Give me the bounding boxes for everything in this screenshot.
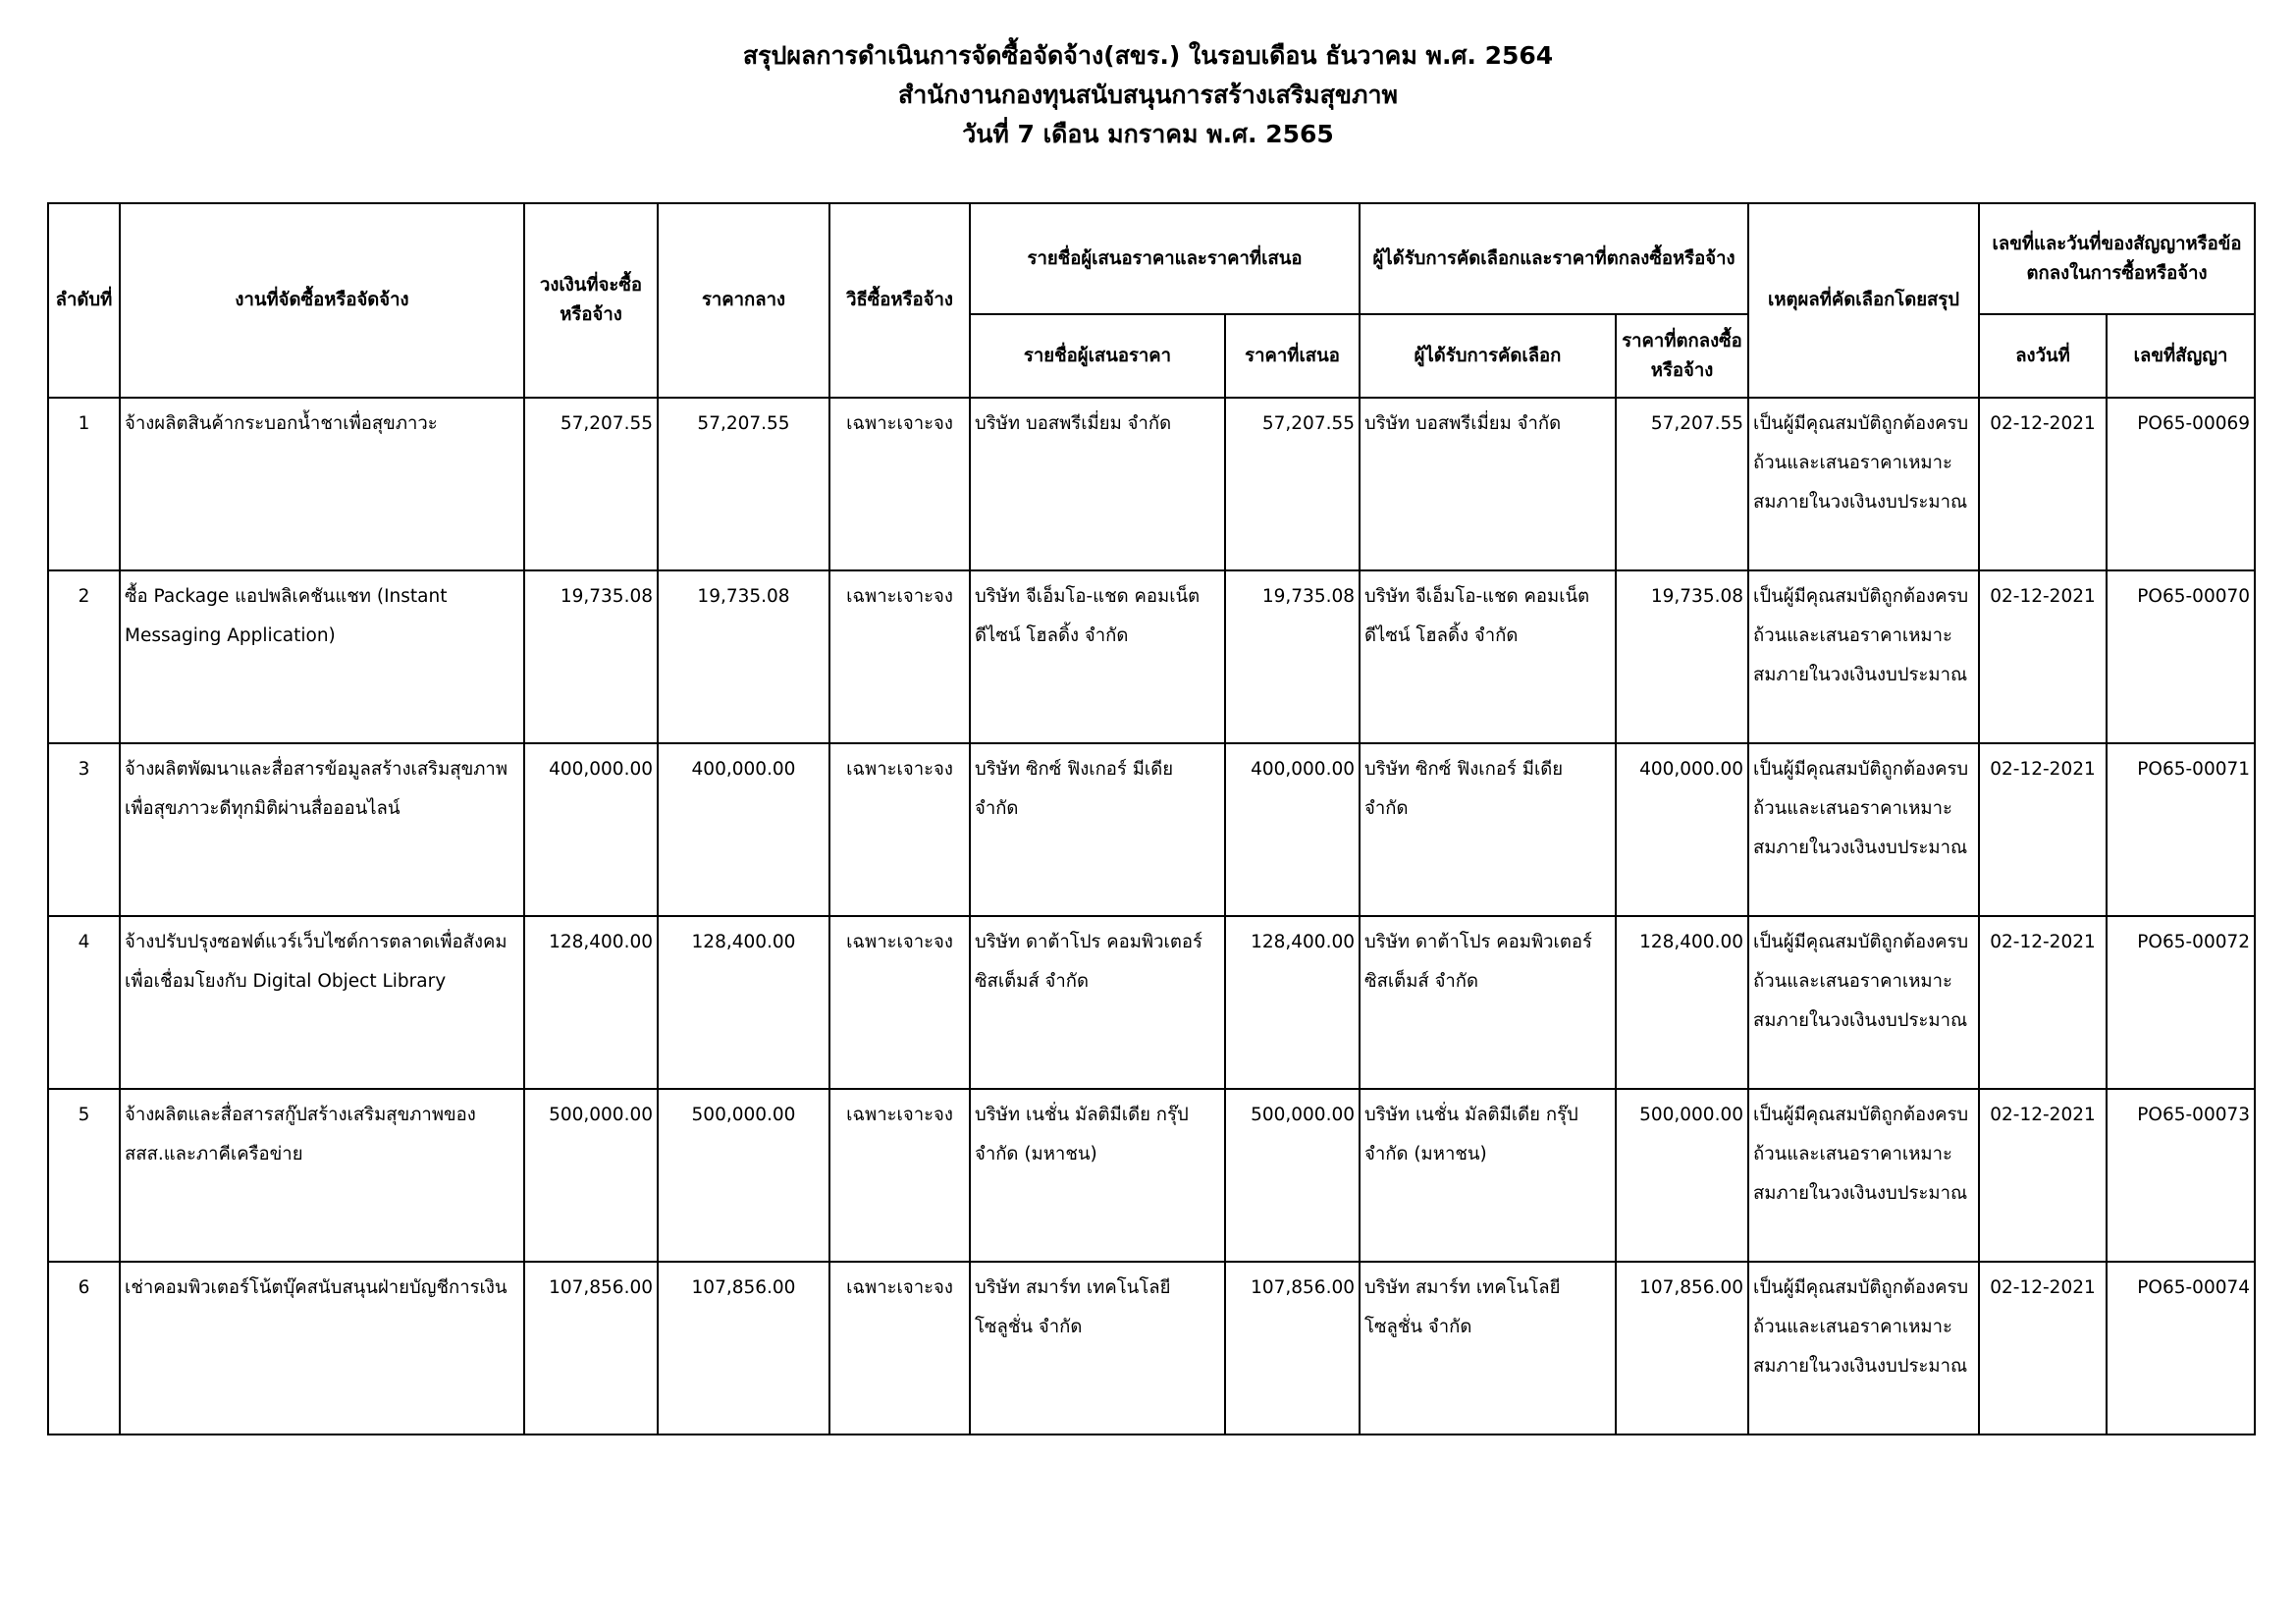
cell-contract-date: 02-12-2021 [1979,743,2107,916]
cell-bidder-name: บริษัท ดาต้าโปร คอมพิวเตอร์ ซิสเต็มส์ จำกัด [970,916,1225,1089]
col-header-contract-date: ลงวันที่ [1979,314,2107,398]
cell-median-price: 19,735.08 [658,570,829,743]
cell-budget: 107,856.00 [524,1262,658,1435]
cell-contract-date: 02-12-2021 [1979,1262,2107,1435]
cell-work: จ้างปรับปรุงซอฟต์แวร์เว็บไซต์การตลาดเพื่อสังคมเพื่อเชื่อมโยงกับ Digital Object Library [120,916,524,1089]
cell-reason: เป็นผู้มีคุณสมบัติถูกต้องครบถ้วนและเสนอราคาเหมาะสมภายในวงเงินงบประมาณ [1748,1089,1979,1262]
document-title: สรุปผลการดำเนินการจัดซื้อจัดจ้าง(สขร.) ในรอบเดือน ธันวาคม พ.ศ. 2564 [742,41,1554,70]
col-header-reason: เหตุผลที่คัดเลือกโดยสรุป [1748,203,1979,398]
cell-agreed-price: 128,400.00 [1616,916,1748,1089]
cell-method: เฉพาะเจาะจง [829,743,970,916]
cell-no: 6 [48,1262,120,1435]
col-header-bidder-name: รายชื่อผู้เสนอราคา [970,314,1225,398]
cell-bidder-name: บริษัท สมาร์ท เทคโนโลยี โซลูชั่น จำกัด [970,1262,1225,1435]
cell-median-price: 128,400.00 [658,916,829,1089]
col-header-median-price: ราคากลาง [658,203,829,398]
col-header-bidders-group: รายชื่อผู้เสนอราคาและราคาที่เสนอ [970,203,1360,314]
cell-contract-no: PO65-00071 [2107,743,2255,916]
cell-work: ซื้อ Package แอปพลิเคชันแชท (Instant Messaging Application) [120,570,524,743]
table-row [48,570,2255,743]
col-header-bid-price: ราคาที่เสนอ [1225,314,1360,398]
col-header-budget: วงเงินที่จะซื้อหรือจ้าง [524,203,658,398]
cell-method: เฉพาะเจาะจง [829,1262,970,1435]
cell-contract-date: 02-12-2021 [1979,1089,2107,1262]
cell-contract-no: PO65-00069 [2107,398,2255,570]
col-header-contract-group: เลขที่และวันที่ของสัญญาหรือข้อตกลงในการซื้อหรือจ้าง [1979,203,2255,314]
cell-budget: 19,735.08 [524,570,658,743]
cell-bid-price: 57,207.55 [1225,398,1360,570]
cell-bid-price: 19,735.08 [1225,570,1360,743]
cell-bidder-name: บริษัท ซิกซ์ ฟิงเกอร์ มีเดีย จำกัด [970,743,1225,916]
cell-median-price: 500,000.00 [658,1089,829,1262]
cell-no: 1 [48,398,120,570]
col-header-selected-group: ผู้ได้รับการคัดเลือกและราคาที่ตกลงซื้อหรือจ้าง [1360,203,1748,314]
cell-budget: 400,000.00 [524,743,658,916]
table-row [48,398,2255,570]
cell-budget: 500,000.00 [524,1089,658,1262]
cell-agreed-price: 19,735.08 [1616,570,1748,743]
document-header [0,37,2296,155]
cell-contract-no: PO65-00072 [2107,916,2255,1089]
cell-bidder-name: บริษัท จีเอ็มโอ-แชด คอมเน็ตดีไซน์ โฮลดิ้ง จำกัด [970,570,1225,743]
cell-bidder-name: บริษัท เนชั่น มัลติมีเดีย กรุ๊ป จำกัด (มหาชน) [970,1089,1225,1262]
document-date: วันที่ 7 เดือน มกราคม พ.ศ. 2565 [962,120,1334,148]
col-header-method: วิธีซื้อหรือจ้าง [829,203,970,398]
cell-contract-date: 02-12-2021 [1979,570,2107,743]
cell-work: เช่าคอมพิวเตอร์โน้ตบุ๊คสนับสนุนฝ่ายบัญชีการเงิน [120,1262,524,1435]
cell-bid-price: 500,000.00 [1225,1089,1360,1262]
cell-selected-name: บริษัท สมาร์ท เทคโนโลยี โซลูชั่น จำกัด [1360,1262,1616,1435]
col-header-selected-name: ผู้ได้รับการคัดเลือก [1360,314,1616,398]
cell-contract-date: 02-12-2021 [1979,398,2107,570]
cell-selected-name: บริษัท ดาต้าโปร คอมพิวเตอร์ ซิสเต็มส์ จำกัด [1360,916,1616,1089]
cell-bid-price: 128,400.00 [1225,916,1360,1089]
table-row [48,1089,2255,1262]
col-header-contract-no: เลขที่สัญญา [2107,314,2255,398]
cell-median-price: 400,000.00 [658,743,829,916]
cell-no: 3 [48,743,120,916]
cell-reason: เป็นผู้มีคุณสมบัติถูกต้องครบถ้วนและเสนอราคาเหมาะสมภายในวงเงินงบประมาณ [1748,916,1979,1089]
cell-bid-price: 107,856.00 [1225,1262,1360,1435]
col-header-agreed-price: ราคาที่ตกลงซื้อหรือจ้าง [1616,314,1748,398]
cell-agreed-price: 500,000.00 [1616,1089,1748,1262]
cell-work: จ้างผลิตพัฒนาและสื่อสารข้อมูลสร้างเสริมสุขภาพเพื่อสุขภาวะดีทุกมิติผ่านสื่อออนไลน์ [120,743,524,916]
cell-contract-no: PO65-00070 [2107,570,2255,743]
cell-no: 2 [48,570,120,743]
cell-no: 4 [48,916,120,1089]
cell-bid-price: 400,000.00 [1225,743,1360,916]
cell-median-price: 107,856.00 [658,1262,829,1435]
cell-reason: เป็นผู้มีคุณสมบัติถูกต้องครบถ้วนและเสนอราคาเหมาะสมภายในวงเงินงบประมาณ [1748,398,1979,570]
cell-reason: เป็นผู้มีคุณสมบัติถูกต้องครบถ้วนและเสนอราคาเหมาะสมภายในวงเงินงบประมาณ [1748,1262,1979,1435]
cell-contract-no: PO65-00073 [2107,1089,2255,1262]
cell-work: จ้างผลิตและสื่อสารสกู๊ปสร้างเสริมสุขภาพของสสส.และภาคีเครือข่าย [120,1089,524,1262]
procurement-table [47,202,2256,1435]
cell-contract-no: PO65-00074 [2107,1262,2255,1435]
cell-selected-name: บริษัท ซิกซ์ ฟิงเกอร์ มีเดีย จำกัด [1360,743,1616,916]
cell-reason: เป็นผู้มีคุณสมบัติถูกต้องครบถ้วนและเสนอราคาเหมาะสมภายในวงเงินงบประมาณ [1748,570,1979,743]
table-row [48,916,2255,1089]
cell-reason: เป็นผู้มีคุณสมบัติถูกต้องครบถ้วนและเสนอราคาเหมาะสมภายในวงเงินงบประมาณ [1748,743,1979,916]
cell-selected-name: บริษัท จีเอ็มโอ-แชด คอมเน็ตดีไซน์ โฮลดิ้ง จำกัด [1360,570,1616,743]
table-row [48,743,2255,916]
cell-agreed-price: 400,000.00 [1616,743,1748,916]
cell-contract-date: 02-12-2021 [1979,916,2107,1089]
cell-work: จ้างผลิตสินค้ากระบอกน้ำชาเพื่อสุขภาวะ [120,398,524,570]
cell-budget: 57,207.55 [524,398,658,570]
cell-method: เฉพาะเจาะจง [829,1089,970,1262]
cell-agreed-price: 107,856.00 [1616,1262,1748,1435]
cell-method: เฉพาะเจาะจง [829,398,970,570]
organization-name: สำนักงานกองทุนสนับสนุนการสร้างเสริมสุขภาพ [897,81,1399,109]
cell-method: เฉพาะเจาะจง [829,916,970,1089]
col-header-work: งานที่จัดซื้อหรือจัดจ้าง [120,203,524,398]
cell-selected-name: บริษัท บอสพรีเมี่ยม จำกัด [1360,398,1616,570]
cell-no: 5 [48,1089,120,1262]
cell-selected-name: บริษัท เนชั่น มัลติมีเดีย กรุ๊ป จำกัด (มหาชน) [1360,1089,1616,1262]
cell-median-price: 57,207.55 [658,398,829,570]
cell-method: เฉพาะเจาะจง [829,570,970,743]
table-row [48,1262,2255,1435]
cell-bidder-name: บริษัท บอสพรีเมี่ยม จำกัด [970,398,1225,570]
col-header-no: ลำดับที่ [48,203,120,398]
cell-agreed-price: 57,207.55 [1616,398,1748,570]
cell-budget: 128,400.00 [524,916,658,1089]
